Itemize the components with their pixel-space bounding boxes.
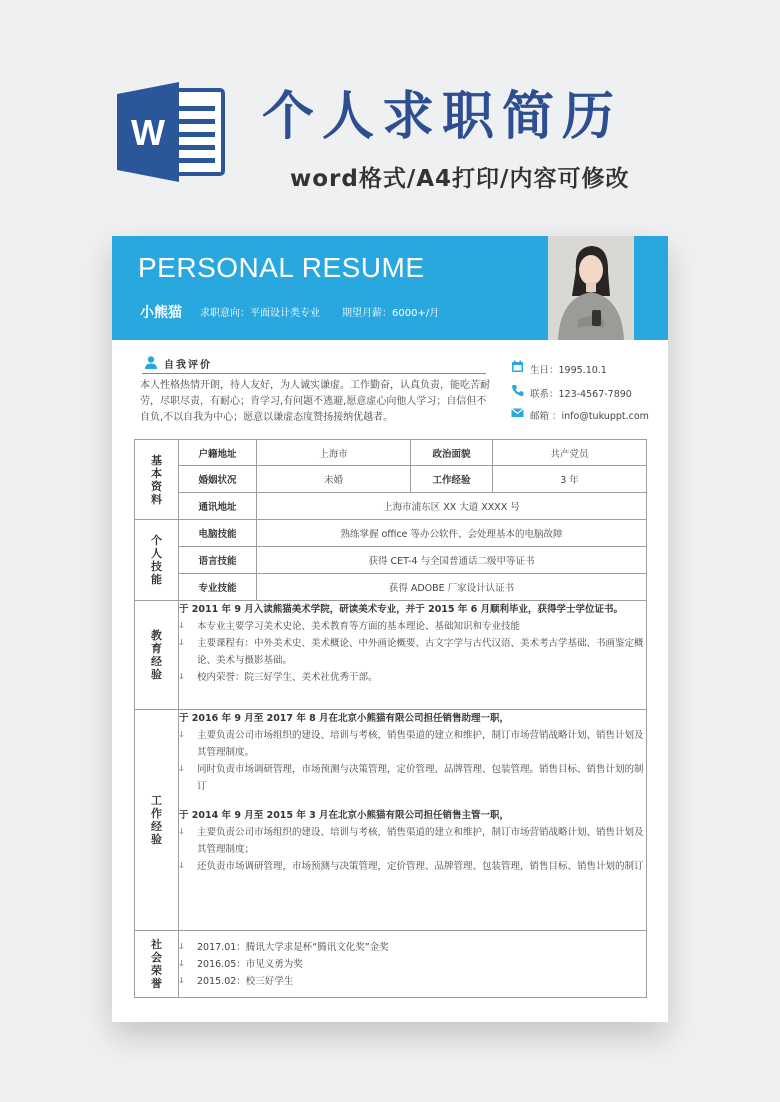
- list-item: ↆ 主要负责公司市场组织的建设、培训与考核，销售渠道的建立和维护，制订市场营销战略计划、销售计划及其管理制度；: [179, 824, 646, 858]
- word-logo-icon: [117, 82, 227, 182]
- job-intent: 求职意向：平面设计类专业: [200, 308, 320, 319]
- list-item: ↆ 主要课程有：中外美术史、美术概论、中外画论概要、古文字学与古代汉语、美术考古学基础、书画鉴定概论、美术与摄影基础。: [179, 635, 646, 669]
- self-eval-title: 自我评价: [164, 360, 212, 371]
- field-value: 上海市浦东区 XX 大道 XXXX 号: [257, 493, 647, 520]
- table-row: [135, 520, 647, 547]
- bullet-icon: ↆ: [179, 976, 184, 986]
- bullet-icon: ↆ: [179, 942, 184, 952]
- list-item: ↆ 校内荣誉：院三好学生、美术社优秀干部。: [179, 669, 646, 686]
- list-item: ↆ 还负责市场调研管理，市场预测与决策管理，定价管理、品牌管理、包装管理，销售目标、销售计划的制订: [179, 858, 646, 875]
- list-item: ↆ 2017.01：腾讯大学求是杯“腾讯文化奖”金奖: [179, 939, 646, 956]
- skill-value: 获得 CET-4 与全国普通话二级甲等证书: [257, 547, 647, 574]
- list-item: ↆ 本专业主要学习美术史论、美术教育等方面的基本理论、基础知识和专业技能: [179, 618, 646, 635]
- field-value: 3 年: [493, 466, 647, 493]
- skill-key: 专业技能: [179, 574, 257, 601]
- contact-email: [530, 408, 649, 422]
- bullet-icon: ↆ: [179, 861, 184, 871]
- category-honors: 社会荣誉: [135, 931, 179, 998]
- user-icon: [144, 355, 158, 369]
- field-key: 工作经验: [411, 466, 493, 493]
- work-lead-2: 于 2014 年 9 月至 2015 年 3 月在北京小熊猫有限公司担任销售主管一职，: [179, 810, 510, 821]
- list-item: ↆ 2015.02：校三好学生: [179, 973, 646, 990]
- bullet-icon: ↆ: [179, 730, 184, 740]
- skill-key: 电脑技能: [179, 520, 257, 547]
- category-work: 工作经验: [135, 710, 179, 931]
- avatar: [548, 236, 634, 340]
- bullet-icon: ↆ: [179, 672, 184, 682]
- table-row: [135, 440, 647, 466]
- expected-salary: 期望月薪：6000+/月: [342, 308, 440, 319]
- email-text: 邮箱 ：info@tukuppt.com: [530, 411, 649, 422]
- skill-key: 语言技能: [179, 547, 257, 574]
- table-row: [135, 493, 647, 520]
- table-row: [135, 574, 647, 601]
- table-row: [135, 466, 647, 493]
- phone-icon: [511, 384, 524, 397]
- list-item: ↆ 主要负责公司市场组织的建设、培训与考核，销售渠道的建立和维护，制订市场营销战略计划、销售计划及其管理制度。: [179, 727, 646, 761]
- banner-title: PERSONAL RESUME: [138, 252, 425, 283]
- list-item: ↆ 2016.05：市见义勇为奖: [179, 956, 646, 973]
- contact-birth: [530, 362, 607, 376]
- calendar-icon: [511, 360, 524, 373]
- field-value: 未婚: [257, 466, 411, 493]
- field-value: 共产党员: [493, 440, 647, 466]
- field-value: 上海市: [257, 440, 411, 466]
- mail-icon: [511, 406, 524, 419]
- contact-phone: [530, 386, 632, 400]
- table-row: [135, 547, 647, 574]
- field-key: 户籍地址: [179, 440, 257, 466]
- self-eval-heading: [142, 355, 486, 374]
- page-title: 个人求职简历: [262, 87, 623, 147]
- table-row: [135, 931, 647, 998]
- word-logo-letter: W: [131, 112, 165, 153]
- education-block: [179, 601, 647, 710]
- list-item: ↆ 同时负责市场调研管理，市场预测与决策管理，定价管理、品牌管理、包装管理。销售目标、销售计划的制订: [179, 761, 646, 795]
- resume-table: [134, 439, 647, 998]
- field-key: 政治面貌: [411, 440, 493, 466]
- bullet-icon: ↆ: [179, 959, 184, 969]
- page-subtitle: word格式/A4打印/内容可修改: [290, 166, 630, 192]
- work-block: [179, 710, 647, 931]
- field-key: 通讯地址: [179, 493, 257, 520]
- candidate-name: 小熊猫: [140, 305, 182, 321]
- education-lead: 于 2011 年 9 月入读熊猫美术学院，研读美术专业，并于 2015 年 6 月顺利毕业，获得学士学位证书。: [179, 604, 624, 615]
- field-key: 婚姻状况: [179, 466, 257, 493]
- bullet-icon: ↆ: [179, 827, 184, 837]
- table-row: [135, 710, 647, 931]
- self-eval-text: 本人性格热情开朗，待人友好，为人诚实谦虚。工作勤奋，认真负责，能吃苦耐劳，尽职尽责，有耐心；肯学习,有问题不逃避,愿意虚心向他人学习；自信但不自负,不以自我为中心；愿意以谦虚态度赞扬接纳优越者。: [140, 380, 490, 423]
- table-row: [135, 601, 647, 710]
- category-basic: 基本资料: [135, 440, 179, 520]
- bullet-icon: ↆ: [179, 764, 184, 774]
- work-lead-1: 于 2016 年 9 月至 2017 年 8 月在北京小熊猫有限公司担任销售助理一职，: [179, 713, 510, 724]
- portrait-icon: [548, 236, 634, 340]
- bullet-icon: ↆ: [179, 638, 184, 648]
- skill-value: 获得 ADOBE 厂家设计认证书: [257, 574, 647, 601]
- phone-text: 联系：123-4567-7890: [530, 389, 632, 400]
- skill-value: 熟练掌握 office 等办公软件、会处理基本的电脑故障: [257, 520, 647, 547]
- category-education: 教育经验: [135, 601, 179, 710]
- bullet-icon: ↆ: [179, 621, 184, 631]
- honors-block: [179, 931, 647, 998]
- birth-text: 生日：1995.10.1: [530, 365, 607, 376]
- category-skills: 个人技能: [135, 520, 179, 601]
- resume-sheet: [112, 236, 668, 1022]
